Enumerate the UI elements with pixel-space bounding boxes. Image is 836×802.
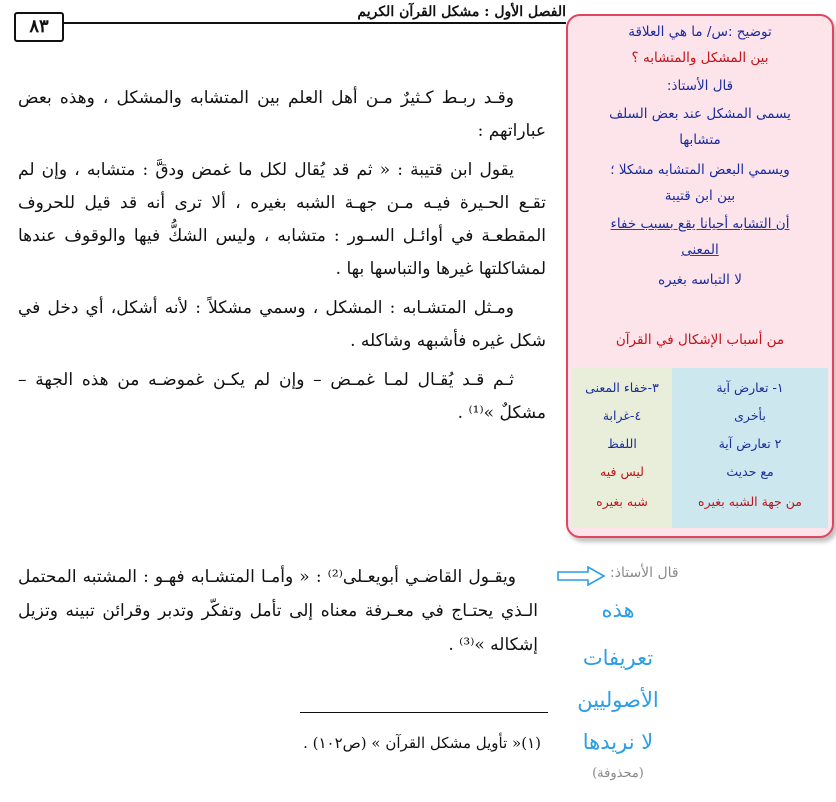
causes-column-left — [572, 368, 672, 528]
note-heading: من أسباب الإشكال في القرآن — [615, 332, 785, 348]
paragraph: وقـد ربـط كـثيرٌ مـن أهل العلم بين المتشابه والمشكل ، وهذه بعض عباراتهم : — [18, 88, 546, 141]
note-line: لا التباسه بغيره — [658, 272, 742, 288]
cause-item: ٢ تعارض آية — [718, 436, 782, 451]
note-teacher-said: قال الأستاذ: — [666, 78, 734, 94]
side-note-line: هذه — [601, 598, 635, 622]
note-line: يسمى المشكل عند بعض السلف — [609, 106, 791, 122]
side-note-line: لا نريدها — [582, 730, 654, 754]
cause-item: من جهة الشبه بغيره — [698, 494, 802, 509]
annotation-card — [566, 14, 834, 538]
footnote-rule — [300, 712, 548, 713]
note-line: ويسمي البعض المتشابه مشكلا ؛ — [610, 162, 790, 178]
cause-item: بأخرى — [734, 408, 766, 423]
cause-item: مع حديث — [726, 464, 774, 479]
cause-item: ٤-غرابة — [602, 408, 642, 423]
header-rule — [62, 22, 566, 24]
note-line: أن التشابه أحيانا يقع بسبب خفاء — [610, 216, 790, 232]
page-number: ٨٣ — [14, 12, 64, 42]
bottom-text — [18, 560, 538, 662]
side-note-deleted: (محذوفة) — [592, 766, 644, 781]
cause-item: ٣-خفاء المعنى — [585, 380, 659, 395]
footnote: (١)« تأويل مشكل القرآن » (ص١٠٢) . — [303, 734, 541, 752]
cause-item: اللفظ — [607, 436, 637, 451]
note-line: بين ابن قتيبة — [664, 188, 736, 204]
causes-grid — [572, 368, 828, 528]
paragraph: ويقـول القاضـي أبويعـلى⁽²⁾ : « وأمـا المتشـابه فهـو : المشتبه المحتمل الـذي يحتـاج في معـرفة معناه إلى تأمل وتفكّر وتدبر وقرائن تبينه وتزيل إشكاله »⁽³⁾ . — [18, 567, 538, 655]
paragraph: ثـم قـد يُقـال لمـا غمـض – وإن لم يكـن غموضـه من هذه الجهة – مشكلٌ »⁽¹⁾ . — [18, 370, 546, 423]
note-question-cont: بين المشكل والمتشابه ؟ — [631, 50, 769, 66]
side-note-label: قال الأستاذ: — [610, 565, 679, 581]
chapter-title: الفصل الأول : مشكل القرآن الكريم — [357, 4, 566, 20]
arrow-right-icon — [556, 566, 606, 586]
paragraph: ومـثل المتشـابه : المشكل ، وسمي مشكلاً : لأنه أشكل، أي دخل في شكل غيره فأشبهه وشاكله . — [18, 298, 546, 351]
cause-item: ليس فيه — [600, 464, 644, 479]
note-question: توضيح :س/ ما هي العلاقة — [628, 24, 772, 40]
cause-item: شبه بغيره — [596, 494, 648, 509]
main-text — [18, 82, 546, 436]
paragraph: يقول ابن قتيبة : « ثم قد يُقال لكل ما غمض ودقَّ : متشابه ، وإن لم تقـع الحـيرة فيـه مـن جهـة الشبه بغيره ، ألا ترى أنه قد قيل للحروف المقطعـة في أوائـل السـور : متشابه ، وليس الشكُّ فيها والوقوف عندها لمشاكلتها غيرها والتباسها بها . — [18, 160, 546, 279]
note-line: المعنى — [681, 242, 719, 258]
cause-item: ١- تعارض آية — [716, 380, 784, 395]
causes-column-right — [672, 368, 828, 528]
side-note-line: تعريفات — [582, 646, 654, 670]
side-note-line: الأصوليين — [577, 688, 659, 712]
note-line: متشابها — [679, 132, 721, 148]
